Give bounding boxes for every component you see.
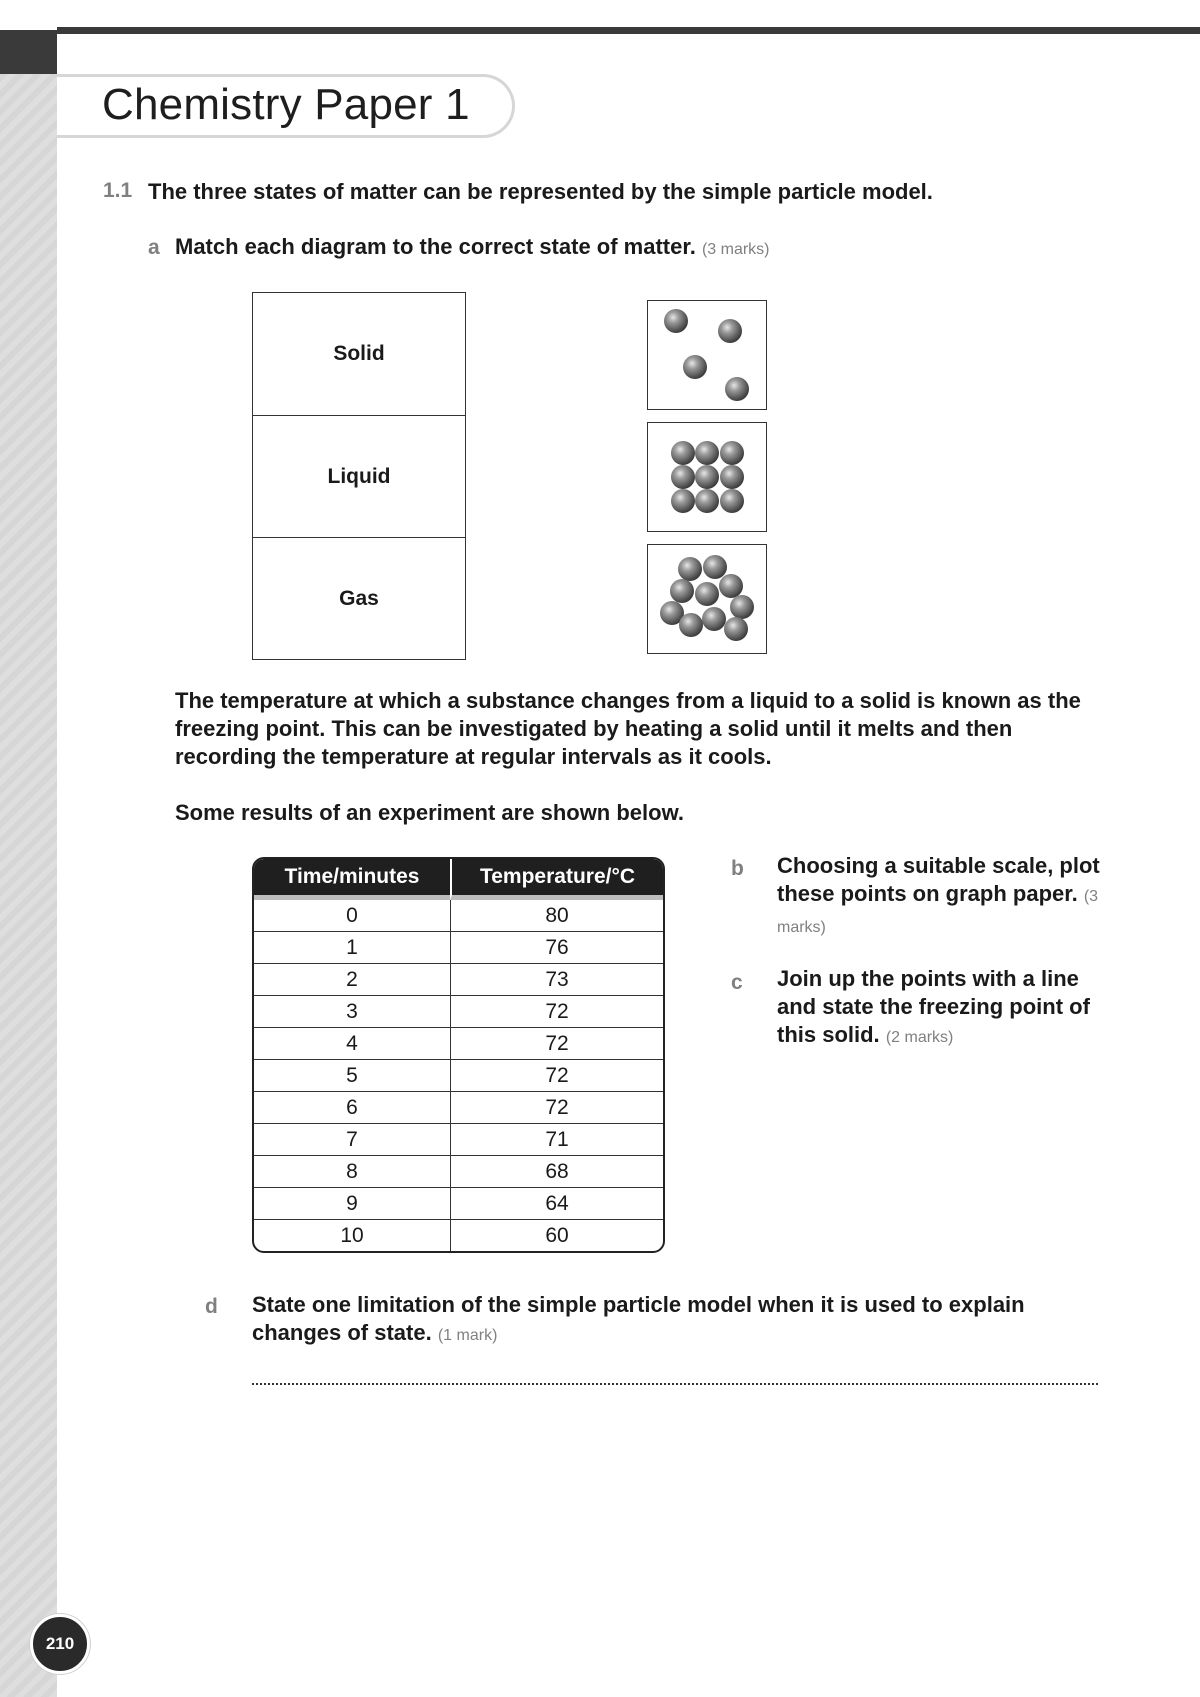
part-a-text xyxy=(175,233,770,264)
part-d-before: State xyxy=(252,1292,312,1317)
results-intro: Some results of an experiment are shown below. xyxy=(175,800,684,825)
diagram-spread-particles[interactable] xyxy=(647,300,767,410)
states-box xyxy=(252,292,466,660)
temperature-cell: 68 xyxy=(450,1155,663,1187)
time-cell: 7 xyxy=(254,1123,450,1155)
time-cell: 2 xyxy=(254,963,450,995)
state-gas[interactable]: Gas xyxy=(253,537,465,659)
table-row xyxy=(254,900,663,931)
page-title: Chemistry Paper 1 xyxy=(102,80,470,129)
temperature-cell: 60 xyxy=(450,1219,663,1251)
results-table xyxy=(252,857,665,1253)
table-row xyxy=(254,1187,663,1219)
answer-line[interactable] xyxy=(252,1383,1098,1385)
table-row xyxy=(254,1091,663,1123)
question-number: 1.1 xyxy=(103,179,133,202)
header-time: Time/minutes xyxy=(254,859,450,900)
time-cell: 1 xyxy=(254,931,450,963)
part-b-letter: b xyxy=(731,857,744,880)
time-cell: 10 xyxy=(254,1219,450,1251)
part-c-question: Join up the points with a line and state the freezing point of this solid. xyxy=(777,966,1090,1047)
temperature-cell: 72 xyxy=(450,995,663,1027)
paragraph-after: This can be investigated by heating a solid until it melts and then recording the temperature at regular intervals as it cools. xyxy=(175,716,1013,769)
diagram-random-close-particles[interactable] xyxy=(647,544,767,654)
table-row xyxy=(254,995,663,1027)
table-row xyxy=(254,931,663,963)
time-cell: 6 xyxy=(254,1091,450,1123)
random-close-particles-image xyxy=(648,545,768,655)
table-row xyxy=(254,1219,663,1251)
regular-particles-image xyxy=(648,423,768,533)
diagram-regular-particles[interactable] xyxy=(647,422,767,532)
time-cell: 5 xyxy=(254,1059,450,1091)
temperature-cell: 72 xyxy=(450,1027,663,1059)
part-a-letter: a xyxy=(148,236,160,259)
page-number-badge: 210 xyxy=(30,1614,90,1674)
table-row xyxy=(254,1027,663,1059)
part-d-text xyxy=(252,1291,1072,1350)
part-d-letter: d xyxy=(205,1295,218,1318)
part-c-marks: (2 marks) xyxy=(885,1029,954,1046)
header-temperature: Temperature/°C xyxy=(450,859,663,900)
temperature-cell: 72 xyxy=(450,1091,663,1123)
temperature-cell: 71 xyxy=(450,1123,663,1155)
part-d-emphasis: one xyxy=(311,1292,352,1317)
temperature-cell: 72 xyxy=(450,1059,663,1091)
part-d-marks: (1 mark) xyxy=(437,1327,498,1344)
paragraph-bold: freezing point. xyxy=(175,716,326,741)
part-a-question: Match each diagram to the correct state of matter. xyxy=(175,234,696,259)
part-d-after: limitation of the simple particle model when it is used to explain changes of state. xyxy=(252,1292,1025,1345)
margin-strip xyxy=(0,74,57,1697)
table-row xyxy=(254,1123,663,1155)
temperature-cell: 73 xyxy=(450,963,663,995)
state-solid[interactable]: Solid xyxy=(333,342,385,365)
part-a-marks: (3 marks) xyxy=(701,241,770,258)
freezing-point-paragraph xyxy=(175,687,1095,771)
time-cell: 4 xyxy=(254,1027,450,1059)
table-row xyxy=(254,1059,663,1091)
time-cell: 8 xyxy=(254,1155,450,1187)
time-cell: 3 xyxy=(254,995,450,1027)
time-cell: 9 xyxy=(254,1187,450,1219)
top-rule xyxy=(57,27,1200,34)
table-row xyxy=(254,1155,663,1187)
time-cell: 0 xyxy=(346,903,358,927)
part-c-letter: c xyxy=(731,971,743,994)
state-liquid[interactable]: Liquid xyxy=(253,415,465,537)
part-b-question: Choosing a suitable scale, plot these points on graph paper. xyxy=(777,853,1100,906)
temperature-cell: 64 xyxy=(450,1187,663,1219)
table-row xyxy=(254,963,663,995)
part-b-text xyxy=(777,852,1107,942)
corner-block xyxy=(0,30,57,74)
part-c-text xyxy=(777,965,1107,1052)
spread-particles-image xyxy=(648,301,768,411)
temperature-cell: 80 xyxy=(450,900,663,931)
temperature-cell: 76 xyxy=(450,931,663,963)
paragraph-before: The temperature at which a substance changes from a liquid to a solid is known as the xyxy=(175,688,1081,713)
question-text: The three states of matter can be represented by the simple particle model. xyxy=(148,179,933,204)
part-b-marks: (3 marks) xyxy=(777,888,1099,936)
